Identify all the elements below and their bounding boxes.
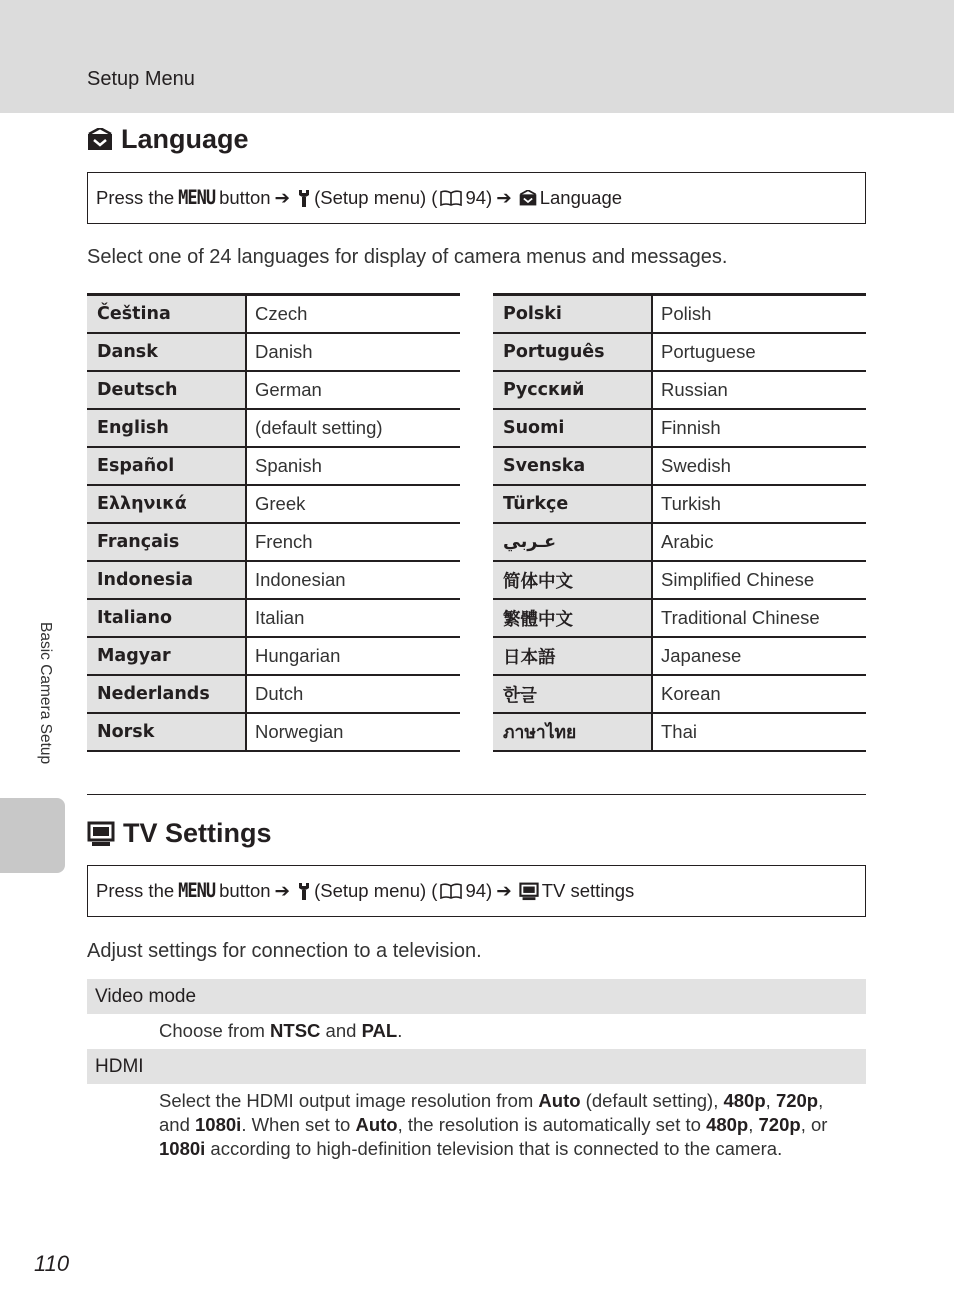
language-row: [493, 713, 866, 751]
video-mode-label: Video mode: [87, 979, 866, 1014]
language-english-name: Finnish: [652, 409, 866, 447]
hdmi-label: HDMI: [87, 1049, 866, 1084]
language-row: [493, 333, 866, 371]
language-english-name: Norwegian: [246, 713, 460, 751]
language-english-name: Traditional Chinese: [652, 599, 866, 637]
language-row: [87, 295, 460, 334]
language-row: [87, 523, 460, 561]
language-native-name: 繁體中文: [493, 599, 652, 637]
language-icon: [87, 128, 113, 152]
language-row: [493, 371, 866, 409]
language-row: [493, 447, 866, 485]
language-native-name: Magyar: [87, 637, 246, 675]
language-english-name: Arabic: [652, 523, 866, 561]
language-native-name: Svenska: [493, 447, 652, 485]
language-native-name: ภาษาไทย: [493, 713, 652, 751]
nav-page-ref: 94): [465, 880, 493, 901]
nav-page-ref: 94): [465, 187, 493, 208]
language-english-name: Simplified Chinese: [652, 561, 866, 599]
language-native-name: Türkçe: [493, 485, 652, 523]
tv-title-text: TV Settings: [123, 818, 272, 848]
language-row: [493, 409, 866, 447]
language-english-name: Russian: [652, 371, 866, 409]
language-native-name: English: [87, 409, 246, 447]
language-title-text: Language: [121, 124, 249, 154]
language-native-name: 한글: [493, 675, 652, 713]
book-icon: [440, 190, 462, 206]
arrow-icon: ➔: [496, 880, 512, 901]
language-native-name: Ελληνικά: [87, 485, 246, 523]
language-row: [87, 599, 460, 637]
language-row: [87, 333, 460, 371]
arrow-icon: ➔: [496, 187, 512, 208]
language-english-name: German: [246, 371, 460, 409]
language-row: [87, 409, 460, 447]
language-native-name: Indonesia: [87, 561, 246, 599]
language-row: [87, 713, 460, 751]
language-row: [493, 675, 866, 713]
language-native-name: Suomi: [493, 409, 652, 447]
language-row: [493, 637, 866, 675]
language-table-left: [87, 293, 460, 752]
language-native-name: Čeština: [87, 295, 246, 334]
header-title: Setup Menu: [87, 68, 195, 90]
language-native-name: 日本語: [493, 637, 652, 675]
language-native-name: Español: [87, 447, 246, 485]
language-row: [493, 295, 866, 334]
arrow-icon: ➔: [274, 187, 291, 208]
language-row: [87, 561, 460, 599]
nav-button-text: button: [219, 187, 271, 208]
menu-button-label: MENU: [178, 879, 216, 903]
nav-press-text: Press the: [96, 187, 175, 208]
wrench-icon: [297, 189, 311, 207]
language-english-name: (default setting): [246, 409, 460, 447]
language-english-name: Spanish: [246, 447, 460, 485]
hdmi-description: Select the HDMI output image resolution from Auto (default setting), 480p, 720p, and 1080i. When set to Auto, the resolution is automatically set to 480p, 720p, or 1080i according to high-definition television that is connected to the camera.: [159, 1090, 828, 1159]
language-icon: [519, 190, 537, 207]
language-native-name: Polski: [493, 295, 652, 334]
language-native-name: Deutsch: [87, 371, 246, 409]
language-english-name: Thai: [652, 713, 866, 751]
tv-description: Adjust settings for connection to a television.: [87, 940, 482, 962]
arrow-icon: ➔: [274, 880, 291, 901]
nav-setup-menu-text: (Setup menu) (: [314, 880, 438, 901]
wrench-icon: [297, 882, 311, 900]
nav-press-text: Press the: [96, 880, 175, 901]
language-english-name: Greek: [246, 485, 460, 523]
sidebar-tab: [0, 798, 65, 873]
language-native-name: Français: [87, 523, 246, 561]
language-native-name: Norsk: [87, 713, 246, 751]
language-english-name: Danish: [246, 333, 460, 371]
tv-nav-box: [87, 865, 866, 917]
language-english-name: Korean: [652, 675, 866, 713]
language-row: [87, 637, 460, 675]
language-row: [87, 675, 460, 713]
header-band: [0, 0, 954, 113]
language-row: [493, 485, 866, 523]
language-table-right: [493, 293, 866, 752]
language-section-title: [87, 124, 249, 155]
language-english-name: Japanese: [652, 637, 866, 675]
language-row: [493, 599, 866, 637]
language-english-name: Italian: [246, 599, 460, 637]
section-divider: [87, 794, 866, 795]
sidebar-label: Basic Camera Setup: [37, 622, 54, 765]
page-number: 110: [34, 1251, 70, 1276]
language-row: [87, 371, 460, 409]
language-row: [87, 447, 460, 485]
language-native-name: Русский: [493, 371, 652, 409]
book-icon: [440, 883, 462, 899]
language-native-name: Português: [493, 333, 652, 371]
video-mode-description: Choose from NTSC and PAL.: [159, 1020, 403, 1041]
language-native-name: عـربي: [493, 523, 652, 561]
nav-target-text: Language: [539, 187, 623, 208]
language-english-name: Hungarian: [246, 637, 460, 675]
language-description: Select one of 24 languages for display of camera menus and messages.: [87, 246, 728, 268]
language-english-name: Dutch: [246, 675, 460, 713]
language-native-name: Nederlands: [87, 675, 246, 713]
language-english-name: Indonesian: [246, 561, 460, 599]
tv-icon: [519, 882, 539, 901]
nav-target-text: TV settings: [541, 880, 635, 901]
language-english-name: Polish: [652, 295, 866, 334]
language-row: [87, 485, 460, 523]
language-native-name: 简体中文: [493, 561, 652, 599]
tv-icon: [87, 821, 115, 847]
language-native-name: Dansk: [87, 333, 246, 371]
language-nav-box: [87, 172, 866, 224]
tv-section-title: [87, 818, 272, 849]
nav-setup-menu-text: (Setup menu) (: [314, 187, 438, 208]
language-english-name: Turkish: [652, 485, 866, 523]
language-row: [493, 523, 866, 561]
language-native-name: Italiano: [87, 599, 246, 637]
language-english-name: Czech: [246, 295, 460, 334]
language-english-name: Portuguese: [652, 333, 866, 371]
nav-button-text: button: [219, 880, 271, 901]
language-english-name: Swedish: [652, 447, 866, 485]
language-row: [493, 561, 866, 599]
menu-button-label: MENU: [178, 186, 216, 210]
language-english-name: French: [246, 523, 460, 561]
